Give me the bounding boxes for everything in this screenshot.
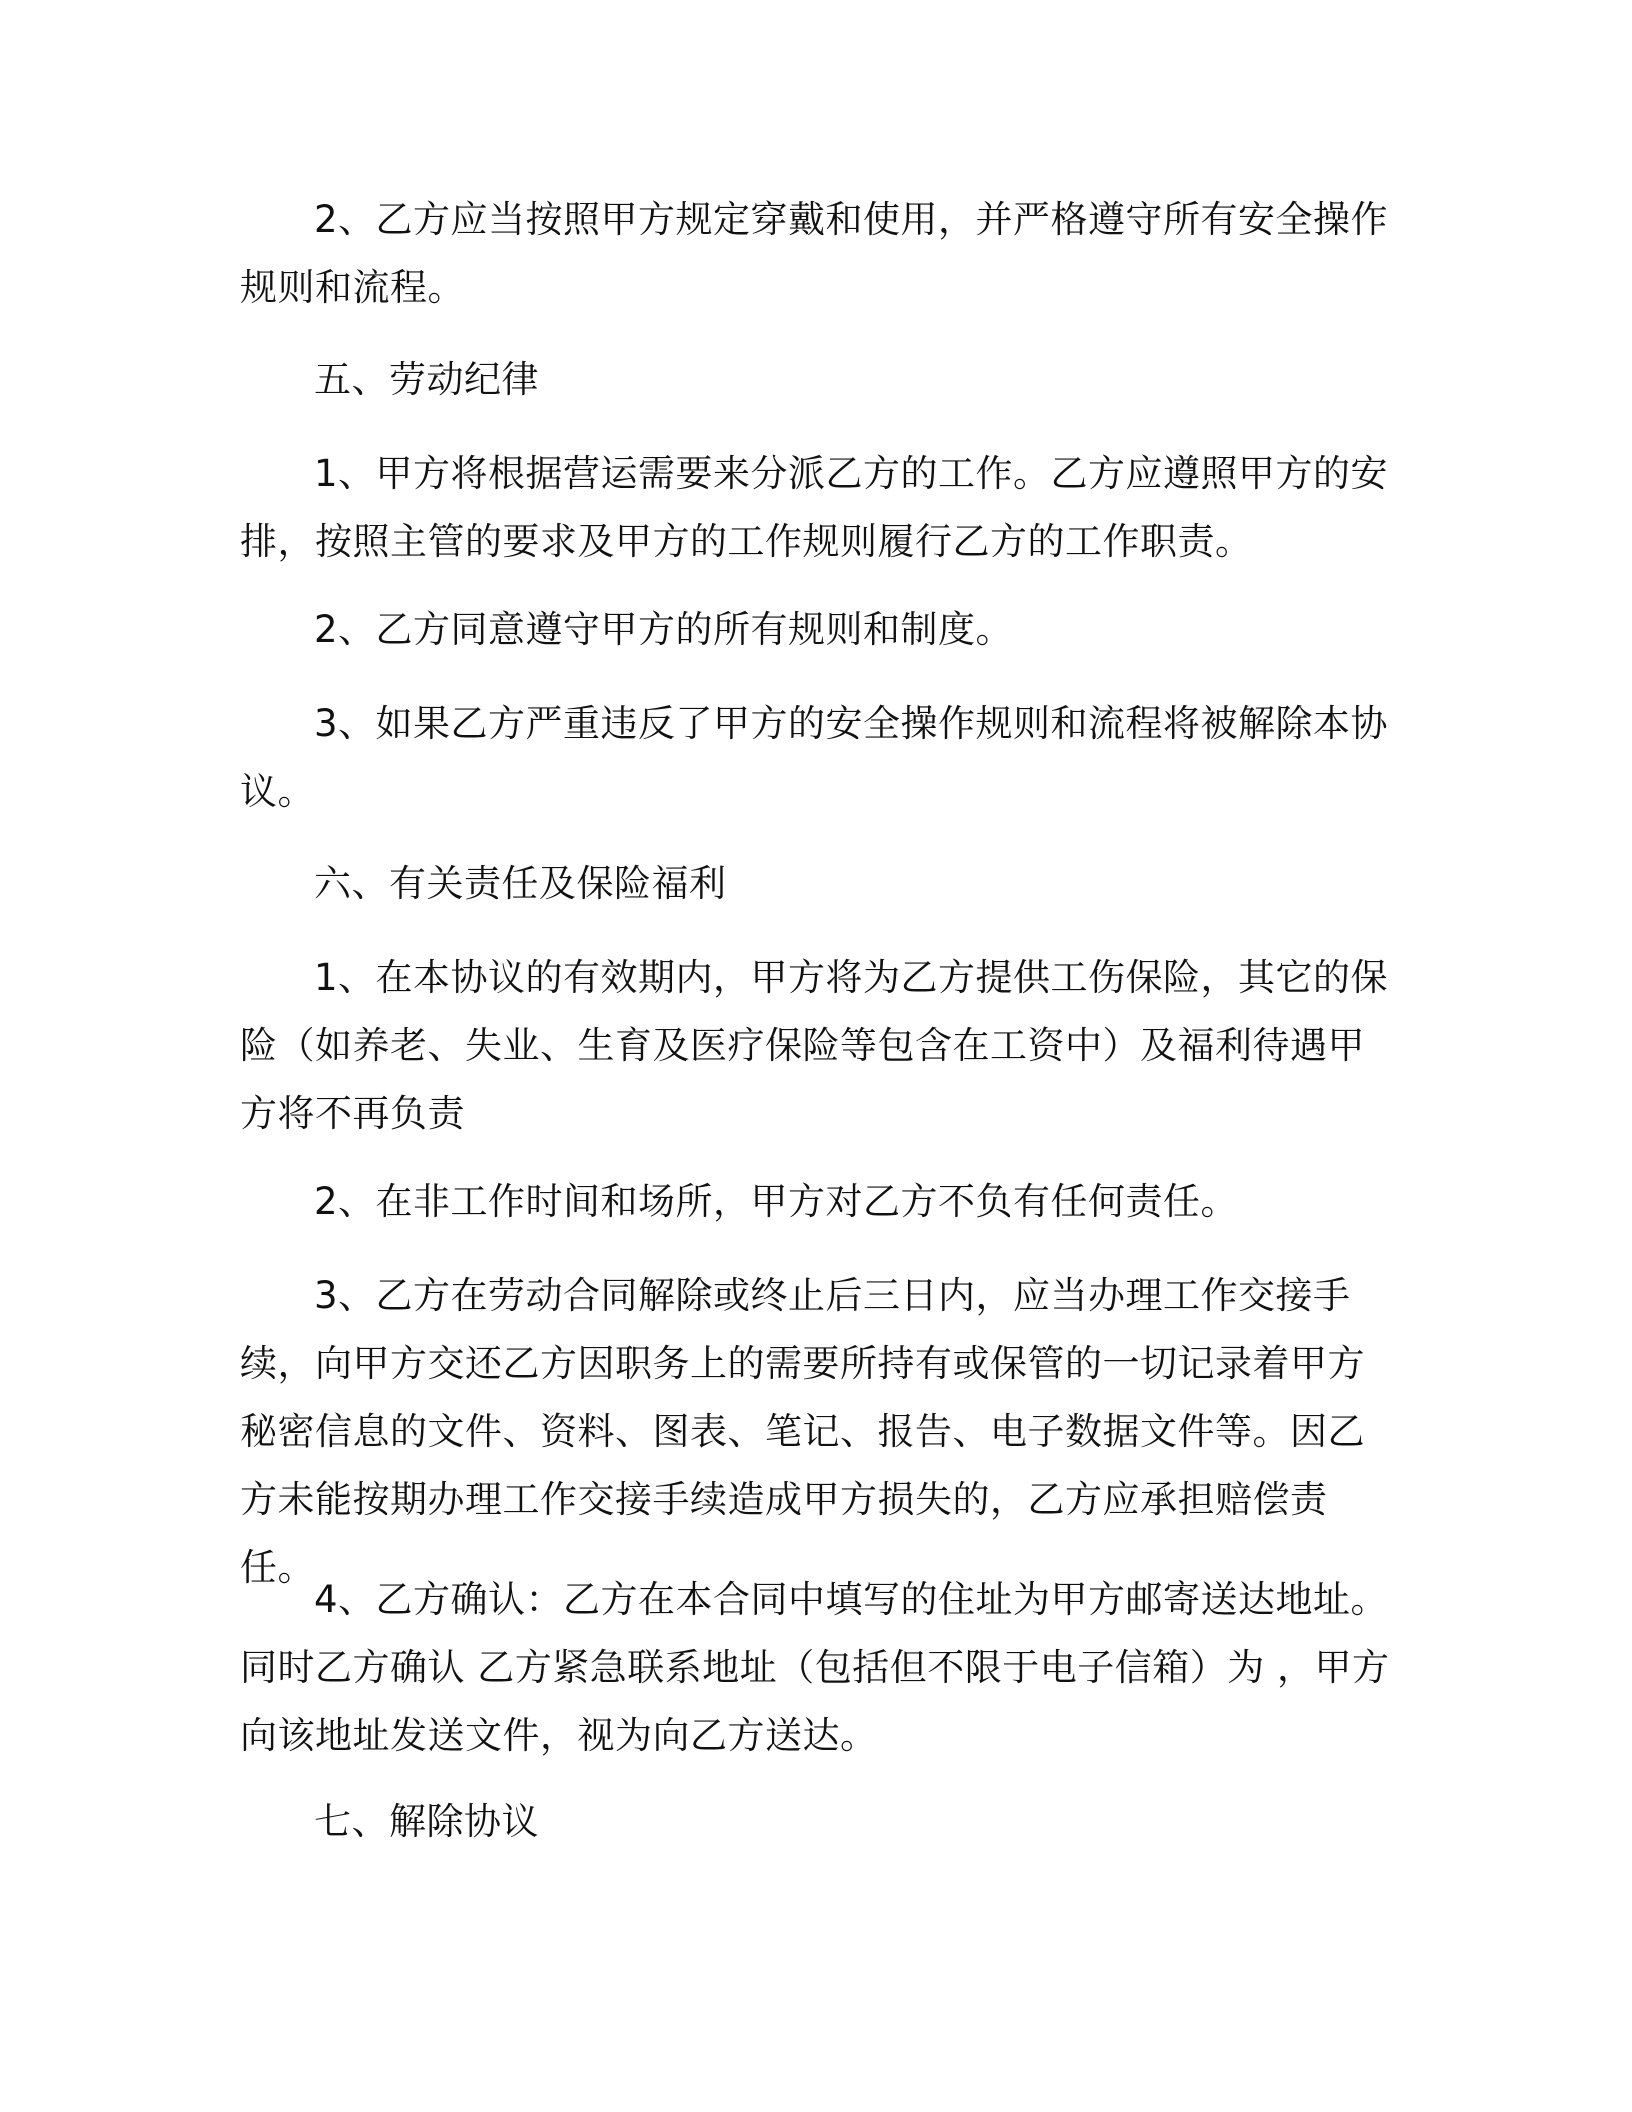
paragraph-1-work-assignment: 1、甲方将根据营运需要来分派乙方的工作。乙方应遵照甲方的安排，按照主管的要求及甲方的工作规则履行乙方的工作职责。 xyxy=(240,452,1389,563)
paragraph-1-insurance: 1、在本协议的有效期内，甲方将为乙方提供工伤保险，其它的保险（如养老、失业、生育及医疗保险等包含在工资中）及福利待遇甲方将不再负责 xyxy=(240,956,1389,1135)
paragraph-2-comply-rules: 2、乙方同意遵守甲方的所有规则和制度。 xyxy=(314,608,1014,651)
section-heading-labor-discipline: 五、劳动纪律 xyxy=(314,358,539,401)
paragraph-2-non-working-time: 2、在非工作时间和场所，甲方对乙方不负有任何责任。 xyxy=(314,1180,1239,1223)
paragraph-3-termination-violation: 3、如果乙方严重违反了甲方的安全操作规则和流程将被解除本协议。 xyxy=(240,702,1389,813)
section-heading-liability-insurance: 六、有关责任及保险福利 xyxy=(314,862,727,905)
paragraph-2-safety-equipment: 2、乙方应当按照甲方规定穿戴和使用，并严格遵守所有安全操作规则和流程。 xyxy=(240,198,1389,309)
paragraph-4-address-confirmation: 4、乙方确认：乙方在本合同中填写的住址为甲方邮寄送达地址。同时乙方确认 乙方紧急联系地址（包括但不限于电子信箱）为 ，甲方向该地址发送文件，视为向乙方送达。 xyxy=(240,1578,1390,1757)
section-heading-termination: 七、解除协议 xyxy=(314,1800,539,1843)
paragraph-3-handover: 3、乙方在劳动合同解除或终止后三日内，应当办理工作交接手续，向甲方交还乙方因职务上的需要所持有或保管的一切记录着甲方秘密信息的文件、资料、图表、笔记、报告、电子数据文件等。因乙方未能按期办理工作交接手续造成甲方损失的，乙方应承担赔偿责任。 xyxy=(240,1274,1365,1589)
